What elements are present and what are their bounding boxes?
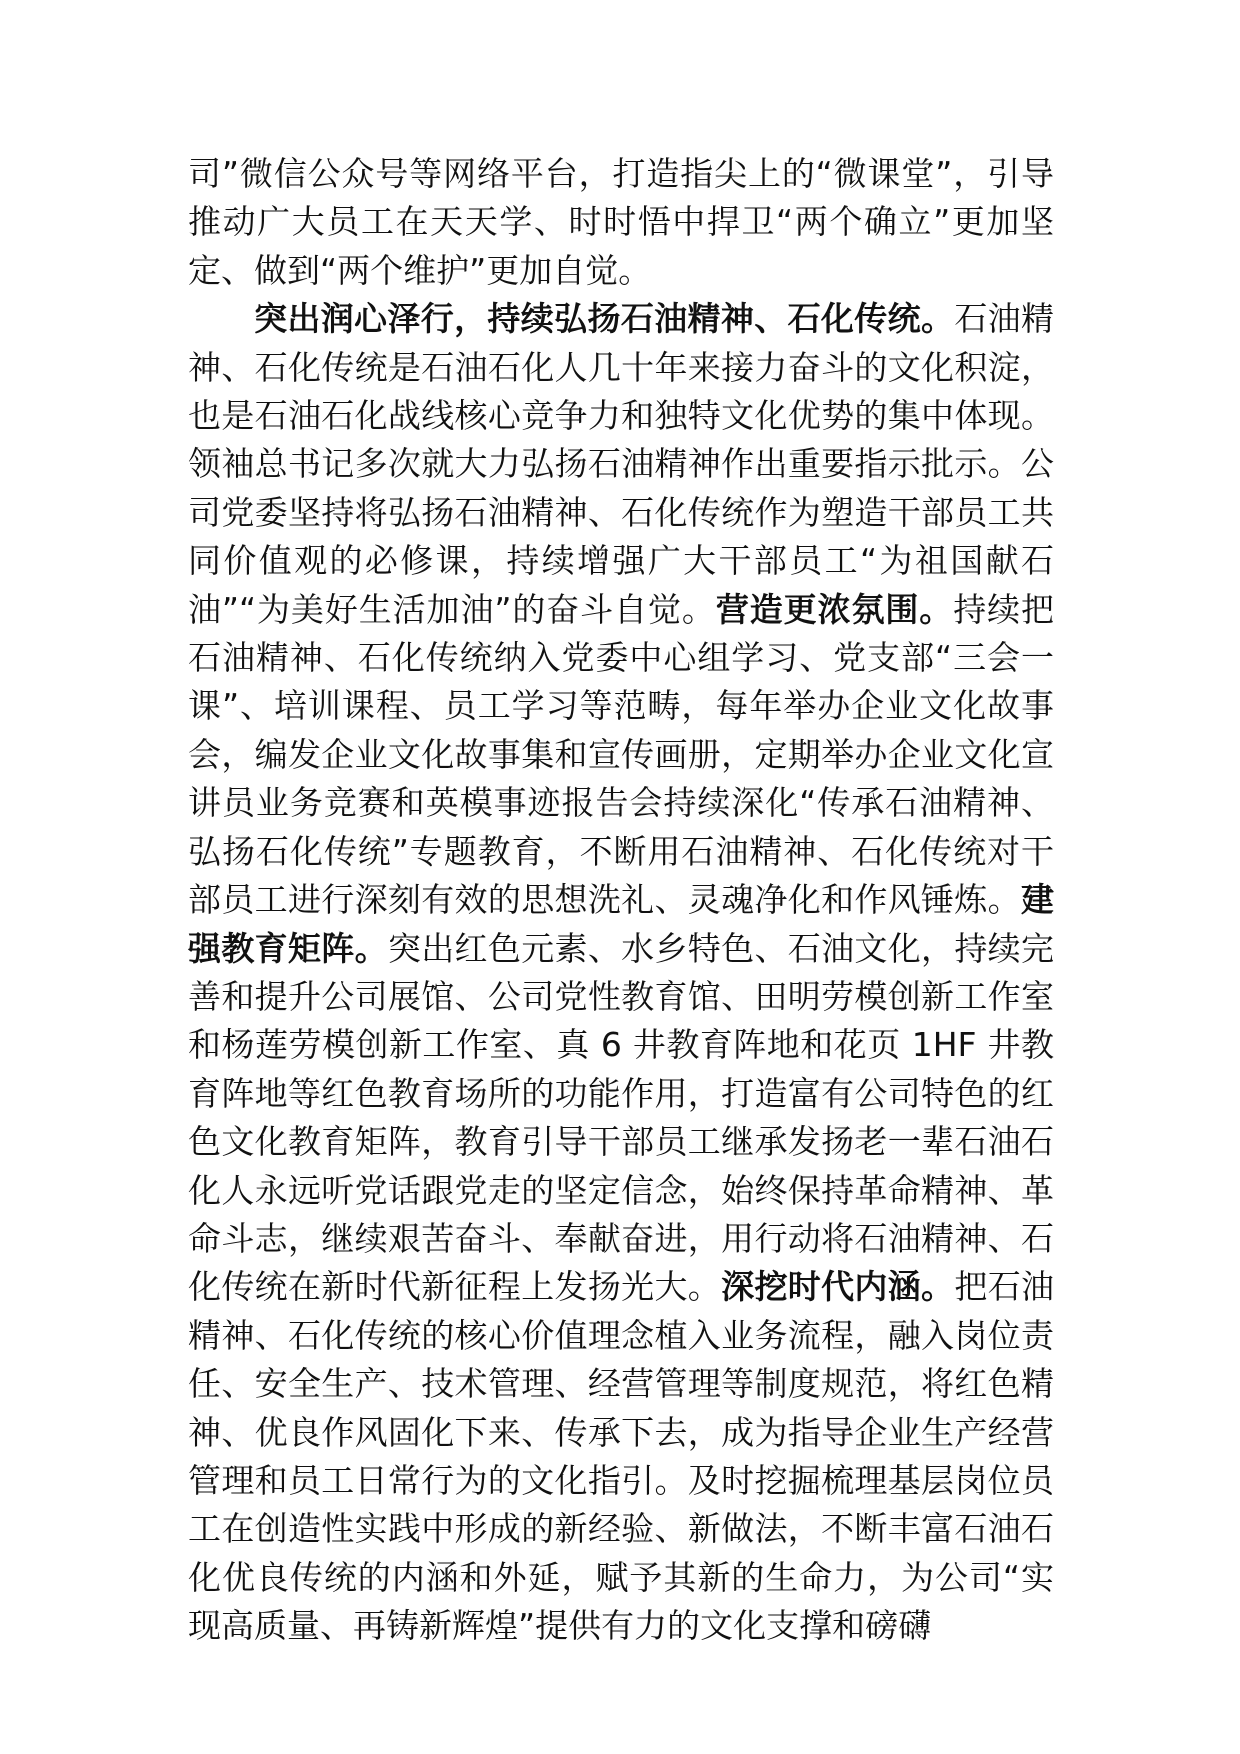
subheading-1-text: 持续把石油精神、石化传统纳入党委中心组学习、党支部“三会一课”、培训课程、员工学习等范畴，每年举办企业文化故事会，编发企业文化故事集和宣传画册，定期举办企业文化宣讲员业务竞赛和英模事迹报告会持续深化“传承石油精神、弘扬石化传统”专题教育，不断用石油精神、石化传统对干部员工进行深刻有效的思想洗礼、灵魂净化和作风锤炼。 (188, 589, 1055, 920)
document-page (188, 150, 1054, 1651)
section-paragraph (188, 295, 1054, 1650)
continuation-paragraph: 司”微信公众号等网络平台，打造指尖上的“微课堂”，引导推动广大员工在天天学、时时悟中捍卫“两个确立”更加坚定、做到“两个维护”更加自觉。 (188, 154, 1054, 290)
section-heading: 突出润心泽行，持续弘扬石油精神、石化传统。 (254, 299, 955, 339)
subheading-2: 建强教育矩阵。 (188, 880, 1054, 968)
subheading-2-text: 突出红色元素、水乡特色、石油文化，持续完善和提升公司展馆、公司党性教育馆、田明劳模创新工作室和杨莲劳模创新工作室、真 6 井教育阵地和花页 1HF 井教育阵地等红色教育场所的功能作用，打造富有公司特色的红色文化教育矩阵，教育引导干部员工继承发扬老一辈石油石化人永远听党话跟党走的坚定信念，始终保持革命精神、革命斗志，继续艰苦奋斗、奉献奋进，用行动将石油精神、石化传统在新时代新征程上发扬光大。 (188, 928, 1055, 1307)
subheading-3: 深挖时代内涵。 (721, 1267, 955, 1307)
subheading-1: 营造更浓氛围。 (715, 589, 954, 629)
section-intro-text: 石油精神、石化传统是石油石化人几十年来接力奋斗的文化积淀，也是石油石化战线核心竞争力和独特文化优势的集中体现。领袖总书记多次就大力弘扬石油精神作出重要指示批示。公司党委坚持将弘扬石油精神、石化传统作为塑造干部员工共同价值观的必修课，持续增强广大干部员工“为祖国献石油”“为美好生活加油”的奋斗自觉。 (188, 299, 1055, 629)
subheading-3-text: 把石油精神、石化传统的核心价值理念植入业务流程，融入岗位责任、安全生产、技术管理、经营管理等制度规范，将红色精神、优良作风固化下来、传承下去，成为指导企业生产经营管理和员工日常行为的文化指引。及时挖掘梳理基层岗位员工在创造性实践中形成的新经验、新做法，不断丰富石油石化优良传统的内涵和外延，赋予其新的生命力，为公司“实现高质量、再铸新辉煌”提供有力的文化支撑和磅礴 (188, 1267, 1055, 1646)
